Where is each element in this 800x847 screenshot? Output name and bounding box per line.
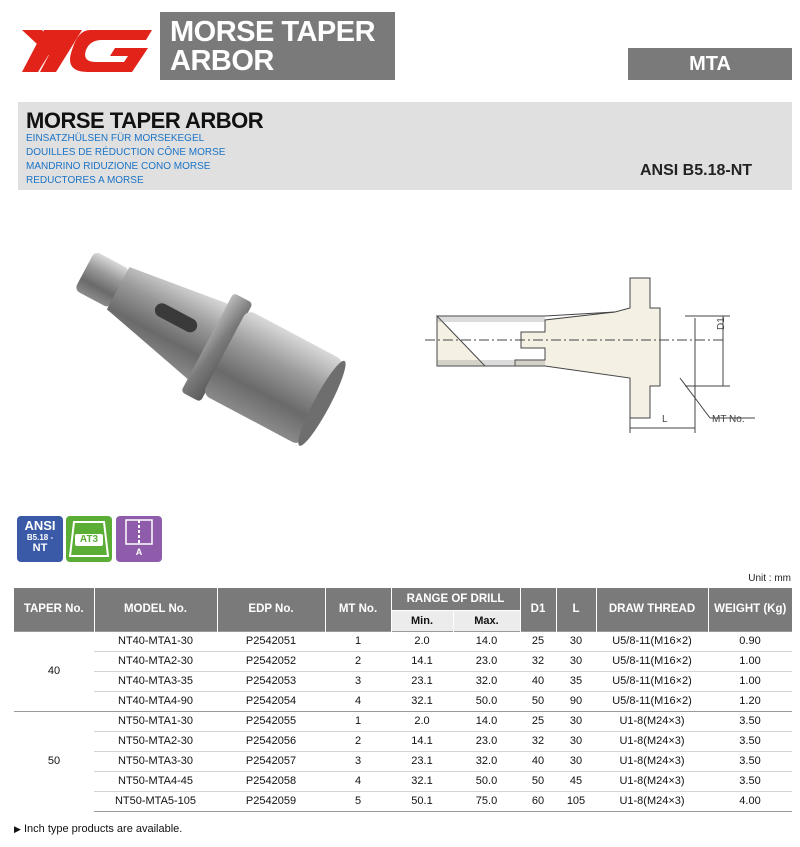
max-cell: 23.0 bbox=[453, 731, 520, 751]
standard-label: ANSI B5.18-NT bbox=[640, 162, 753, 179]
thread-cell: U5/8-11(M16×2) bbox=[596, 691, 708, 711]
min-cell: 23.1 bbox=[391, 671, 453, 691]
product-code-badge: MTA bbox=[628, 48, 792, 80]
weight-cell: 3.50 bbox=[708, 711, 792, 731]
min-cell: 50.1 bbox=[391, 791, 453, 811]
edp-cell: P2542059 bbox=[217, 791, 325, 811]
edp-cell: P2542057 bbox=[217, 751, 325, 771]
d1-cell: 25 bbox=[520, 711, 556, 731]
max-cell: 32.0 bbox=[453, 751, 520, 771]
model-cell: NT40-MTA3-35 bbox=[94, 671, 217, 691]
max-cell: 50.0 bbox=[453, 771, 520, 791]
coolant-type-a-icon bbox=[116, 516, 162, 562]
footnote bbox=[14, 823, 182, 835]
table-row bbox=[14, 651, 792, 671]
min-cell: 32.1 bbox=[391, 691, 453, 711]
header-range-of-drill: RANGE OF DRILL bbox=[391, 588, 520, 610]
edp-cell: P2542052 bbox=[217, 651, 325, 671]
mt-cell: 3 bbox=[325, 751, 391, 771]
edp-cell: P2542055 bbox=[217, 711, 325, 731]
unit-label: Unit : mm bbox=[748, 573, 791, 584]
drawing-label-mt: MT No. bbox=[712, 414, 745, 425]
product-photo bbox=[60, 215, 350, 465]
header-d1: D1 bbox=[520, 588, 556, 631]
max-cell: 14.0 bbox=[453, 631, 520, 651]
spec-table bbox=[14, 588, 792, 812]
thread-cell: U5/8-11(M16×2) bbox=[596, 671, 708, 691]
weight-cell: 0.90 bbox=[708, 631, 792, 651]
product-title-box bbox=[160, 12, 395, 80]
header-mt-no: MT No. bbox=[325, 588, 391, 631]
model-cell: NT50-MTA3-30 bbox=[94, 751, 217, 771]
thread-cell: U1-8(M24×3) bbox=[596, 791, 708, 811]
header-weight: WEIGHT (Kg) bbox=[708, 588, 792, 631]
l-cell: 30 bbox=[556, 751, 596, 771]
taper-cell: 40 bbox=[14, 631, 94, 711]
l-cell: 90 bbox=[556, 691, 596, 711]
mt-cell: 4 bbox=[325, 771, 391, 791]
header-min: Min. bbox=[391, 610, 453, 631]
ansi-standard-icon bbox=[17, 516, 63, 562]
yg-logo bbox=[18, 12, 158, 80]
model-cell: NT50-MTA5-105 bbox=[94, 791, 217, 811]
model-cell: NT40-MTA1-30 bbox=[94, 631, 217, 651]
mt-cell: 1 bbox=[325, 711, 391, 731]
max-cell: 14.0 bbox=[453, 711, 520, 731]
edp-cell: P2542053 bbox=[217, 671, 325, 691]
header-taper-no: TAPER No. bbox=[14, 588, 94, 631]
l-cell: 35 bbox=[556, 671, 596, 691]
edp-cell: P2542056 bbox=[217, 731, 325, 751]
header-draw-thread: DRAW THREAD bbox=[596, 588, 708, 631]
weight-cell: 3.50 bbox=[708, 771, 792, 791]
min-cell: 2.0 bbox=[391, 711, 453, 731]
model-cell: NT50-MTA1-30 bbox=[94, 711, 217, 731]
ansi-icon-line2: B5.18 - bbox=[26, 533, 54, 542]
l-cell: 45 bbox=[556, 771, 596, 791]
section-title: MORSE TAPER ARBOR bbox=[26, 108, 264, 133]
d1-cell: 40 bbox=[520, 671, 556, 691]
technical-drawing bbox=[425, 268, 765, 438]
drawing-label-d1: D1 bbox=[716, 317, 727, 330]
ansi-icon-line1: ANSI bbox=[24, 518, 56, 533]
translation-it: MANDRINO RIDUZIONE CONO MORSE bbox=[26, 161, 211, 172]
table-row bbox=[14, 691, 792, 711]
table-row bbox=[14, 631, 792, 651]
l-cell: 30 bbox=[556, 711, 596, 731]
header-max: Max. bbox=[453, 610, 520, 631]
mt-cell: 4 bbox=[325, 691, 391, 711]
edp-cell: P2542054 bbox=[217, 691, 325, 711]
product-title-line1: MORSE TAPER bbox=[170, 16, 376, 48]
max-cell: 75.0 bbox=[453, 791, 520, 811]
edp-cell: P2542051 bbox=[217, 631, 325, 651]
d1-cell: 40 bbox=[520, 751, 556, 771]
d1-cell: 25 bbox=[520, 631, 556, 651]
d1-cell: 50 bbox=[520, 691, 556, 711]
mt-cell: 5 bbox=[325, 791, 391, 811]
table-row bbox=[14, 711, 792, 731]
translation-de: EINSATZHÜLSEN FÜR MORSEKEGEL bbox=[26, 133, 205, 144]
l-cell: 105 bbox=[556, 791, 596, 811]
thread-cell: U1-8(M24×3) bbox=[596, 711, 708, 731]
translation-es: REDUCTORES A MORSE bbox=[26, 175, 144, 186]
coolant-icon-label: A bbox=[135, 547, 143, 557]
mt-cell: 3 bbox=[325, 671, 391, 691]
l-cell: 30 bbox=[556, 731, 596, 751]
product-title-line2: ARBOR bbox=[170, 45, 274, 77]
l-cell: 30 bbox=[556, 651, 596, 671]
weight-cell: 1.20 bbox=[708, 691, 792, 711]
d1-cell: 32 bbox=[520, 731, 556, 751]
table-row bbox=[14, 791, 792, 811]
table-row bbox=[14, 671, 792, 691]
thread-cell: U1-8(M24×3) bbox=[596, 731, 708, 751]
min-cell: 14.1 bbox=[391, 731, 453, 751]
drawing-label-l: L bbox=[662, 414, 668, 425]
edp-cell: P2542058 bbox=[217, 771, 325, 791]
weight-cell: 1.00 bbox=[708, 671, 792, 691]
table-row bbox=[14, 731, 792, 751]
weight-cell: 4.00 bbox=[708, 791, 792, 811]
footnote-text: Inch type products are available. bbox=[23, 823, 183, 835]
d1-cell: 60 bbox=[520, 791, 556, 811]
translation-fr: DOUILLES DE RÉDUCTION CÔNE MORSE bbox=[26, 147, 226, 158]
min-cell: 14.1 bbox=[391, 651, 453, 671]
thread-cell: U5/8-11(M16×2) bbox=[596, 651, 708, 671]
weight-cell: 3.50 bbox=[708, 751, 792, 771]
min-cell: 23.1 bbox=[391, 751, 453, 771]
mt-cell: 2 bbox=[325, 651, 391, 671]
model-cell: NT50-MTA4-45 bbox=[94, 771, 217, 791]
l-cell: 30 bbox=[556, 631, 596, 651]
mt-cell: 2 bbox=[325, 731, 391, 751]
weight-cell: 1.00 bbox=[708, 651, 792, 671]
weight-cell: 3.50 bbox=[708, 731, 792, 751]
model-cell: NT40-MTA4-90 bbox=[94, 691, 217, 711]
d1-cell: 32 bbox=[520, 651, 556, 671]
max-cell: 50.0 bbox=[453, 691, 520, 711]
triangle-bullet-icon: ▶ bbox=[14, 824, 21, 834]
max-cell: 32.0 bbox=[453, 671, 520, 691]
d1-cell: 50 bbox=[520, 771, 556, 791]
max-cell: 23.0 bbox=[453, 651, 520, 671]
header-model-no: MODEL No. bbox=[94, 588, 217, 631]
header-edp-no: EDP No. bbox=[217, 588, 325, 631]
at3-taper-icon bbox=[66, 516, 112, 562]
mt-cell: 1 bbox=[325, 631, 391, 651]
min-cell: 2.0 bbox=[391, 631, 453, 651]
thread-cell: U5/8-11(M16×2) bbox=[596, 631, 708, 651]
thread-cell: U1-8(M24×3) bbox=[596, 771, 708, 791]
ansi-icon-line3: NT bbox=[32, 542, 48, 554]
model-cell: NT50-MTA2-30 bbox=[94, 731, 217, 751]
table-row bbox=[14, 771, 792, 791]
model-cell: NT40-MTA2-30 bbox=[94, 651, 217, 671]
header-l: L bbox=[556, 588, 596, 631]
min-cell: 32.1 bbox=[391, 771, 453, 791]
at3-icon-label: AT3 bbox=[79, 534, 99, 545]
thread-cell: U1-8(M24×3) bbox=[596, 751, 708, 771]
taper-cell: 50 bbox=[14, 711, 94, 811]
table-row bbox=[14, 751, 792, 771]
